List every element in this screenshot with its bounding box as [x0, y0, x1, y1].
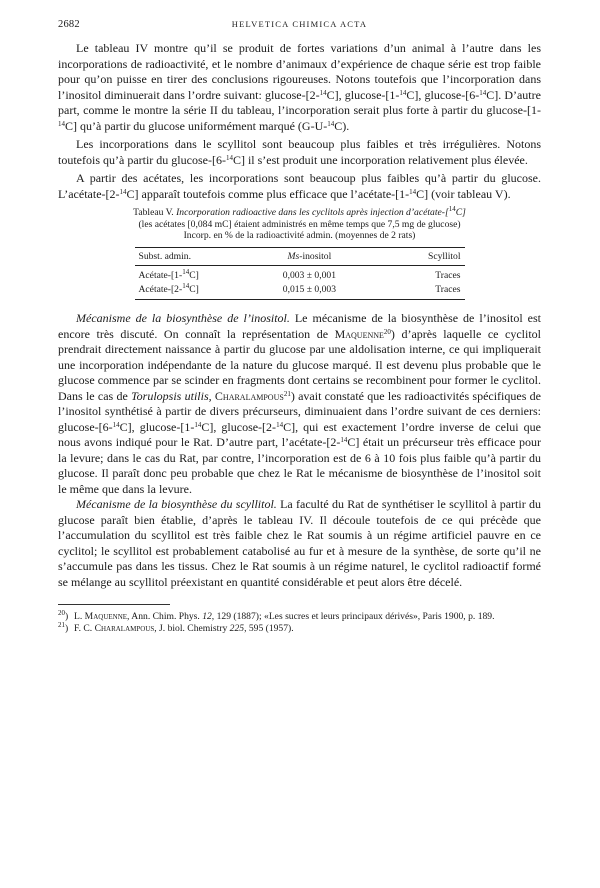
cell-scyllitol: Traces: [435, 283, 461, 295]
paragraph-inositol-mechanism: Mécanisme de la biosynthèse de l’inositol. Le mécanisme de la biosynthèse de l’inositol est encore très discuté. On connaît la représentation de Maquenne$^{20}$) d’après laquelle ce cyclitol prendrait directement naissance à partir du glucose par une aldolisation interne, ce qui impliquerait une incorporation indépendante de la nature du glucose marqué. Il est devenu plus probable que le glucose commence par se scinder en fragments dont certains se recombinent pour former le cyclitol. Dans le cas de Torulopsis utilis, Charalampous$^{21}$) avait constaté que les radioactivités spécifiques de l’inositol synthétisé à partir de divers précurseurs, diminuaient dans l’ordre suivant de ces derniers: glucose-[6-$^{14}$C], glucose-[1-$^{14}$C], glucose-[2-$^{14}$C], qui est exactement l’ordre inverse de celui que nous avons indiqué pour le Rat. D’autre part, l’acétate-[2-$^{14}$C] était un précurseur très efficace pour la levure; dans le cas du Rat, par contre, l’incorporation est de 6 à 10 fois plus faible qu’à partir du glucose. Il paraît donc peu probable que chez le Rat le mécanisme de biosynthèse de l’inositol soit le même que dans la levure.: [58, 311, 542, 496]
paragraph-tableau-iv: Le tableau IV montre qu’il se produit de fortes variations d’un animal à l’autre dans les incorporations de radioactivité, et le nombre d’animaux d’expérience de chaque série est trop faible pour qu’on puisse en tirer des conclusions rigoureuses. Notons toutefois que l’incorporation dans l’inositol diminuerait dans l’ordre suivant: glucose-[2-$^{14}$C], glucose-[1-$^{14}$C], glucose-[6-$^{14}$C]. D’autre part, comme le montre la série II du tableau, l’incorporation serait plus forte à partir du glucose-[1-$^{14}$C] qu’à partir du glucose uniformément marqué (G-U-$^{14}$C).: [58, 41, 541, 133]
paragraph-scyllitol: Les incorporations dans le scyllitol sont beaucoup plus faibles et très irrégulières. Notons toutefois qu’à partir du glucose-[6-$^{14}$C] il s’est produit une incorporation relativement plus élevée.: [58, 137, 541, 167]
section-heading-scyllitol: Mécanisme de la biosynthèse du scyllitol.: [76, 497, 277, 511]
article-body: [58, 41, 541, 635]
cell-scyllitol: Traces: [435, 270, 461, 281]
cell-ms-inositol: 0,015 ± 0,003: [282, 283, 336, 295]
running-header: [58, 19, 541, 33]
header-subst-admin: Subst. admin.: [138, 250, 192, 262]
header-ms-inositol: Ms-inositol: [287, 250, 332, 262]
paragraph-acetates: A partir des acétates, les incorporations sont beaucoup plus faibles qu’à partir du glucose. L’acétate-[2-$^{14}$C] apparaît toutefois comme plus efficace que l’acétate-[1-$^{14}$C] (voir tableau V).: [58, 171, 541, 201]
journal-title: HELVETICA CHIMICA ACTA: [231, 19, 368, 29]
cell-subst: Acétate-[2-$^{14}$C]: [138, 281, 199, 295]
table-note: (les acétates [0,084 mC] étaient administrés en même temps que 7,5 mg de glucose): [138, 218, 461, 230]
header-scyllitol: Scyllitol: [427, 250, 461, 262]
footnote-20: $^{20}$) L. Maquenne, Ann. Chim. Phys. 12, 129 (1887); «Les sucres et leurs principaux dérivés», Paris 1900, p. 189.: [58, 609, 495, 622]
data-table: [135, 247, 465, 301]
footnote-21: $^{21}$) F. C. Charalampous, J. biol. Chemistry 225, 595 (1957).: [58, 621, 294, 634]
table-row: [135, 266, 465, 283]
table-caption: Tableau V. Incorporation radioactive dans les cyclitols après injection d’acétate-[$^{14}$C]: [133, 205, 466, 218]
table-header-row: [135, 247, 465, 266]
table-subtitle: Incorp. en % de la radioactivité admin. (moyennes de 2 rats): [183, 230, 416, 241]
paragraph-scyllitol-mechanism: Mécanisme de la biosynthèse du scyllitol. La faculté du Rat de synthétiser le scyllitol à partir du glucose paraît bien établie, d’après le tableau IV. Il découle toutefois de ce qui précède que l’accumulation du scyllitol est très faible chez le Rat soumis à un régime artificiel pauvre en ce cyclitol; le scyllitol est probablement catabolisé au fur et à mesure de la synthèse, de sorte qu’il ne s’accumule pas dans les tissus. Chez le Rat soumis à un régime naturel, le cyclitol radioactif formé se mélange au scyllitol préexistant en quantité considérable et peut alors être décelé.: [58, 497, 541, 589]
page-number: 2682: [58, 19, 80, 30]
footnote-divider: [58, 604, 170, 605]
section-heading-inositol: Mécanisme de la biosynthèse de l’inositol.: [76, 311, 290, 325]
cell-ms-inositol: 0,003 ± 0,001: [282, 270, 336, 281]
cell-subst: Acétate-[1-$^{14}$C]: [138, 268, 199, 281]
table-row: [135, 283, 465, 300]
table-v: [58, 207, 541, 300]
